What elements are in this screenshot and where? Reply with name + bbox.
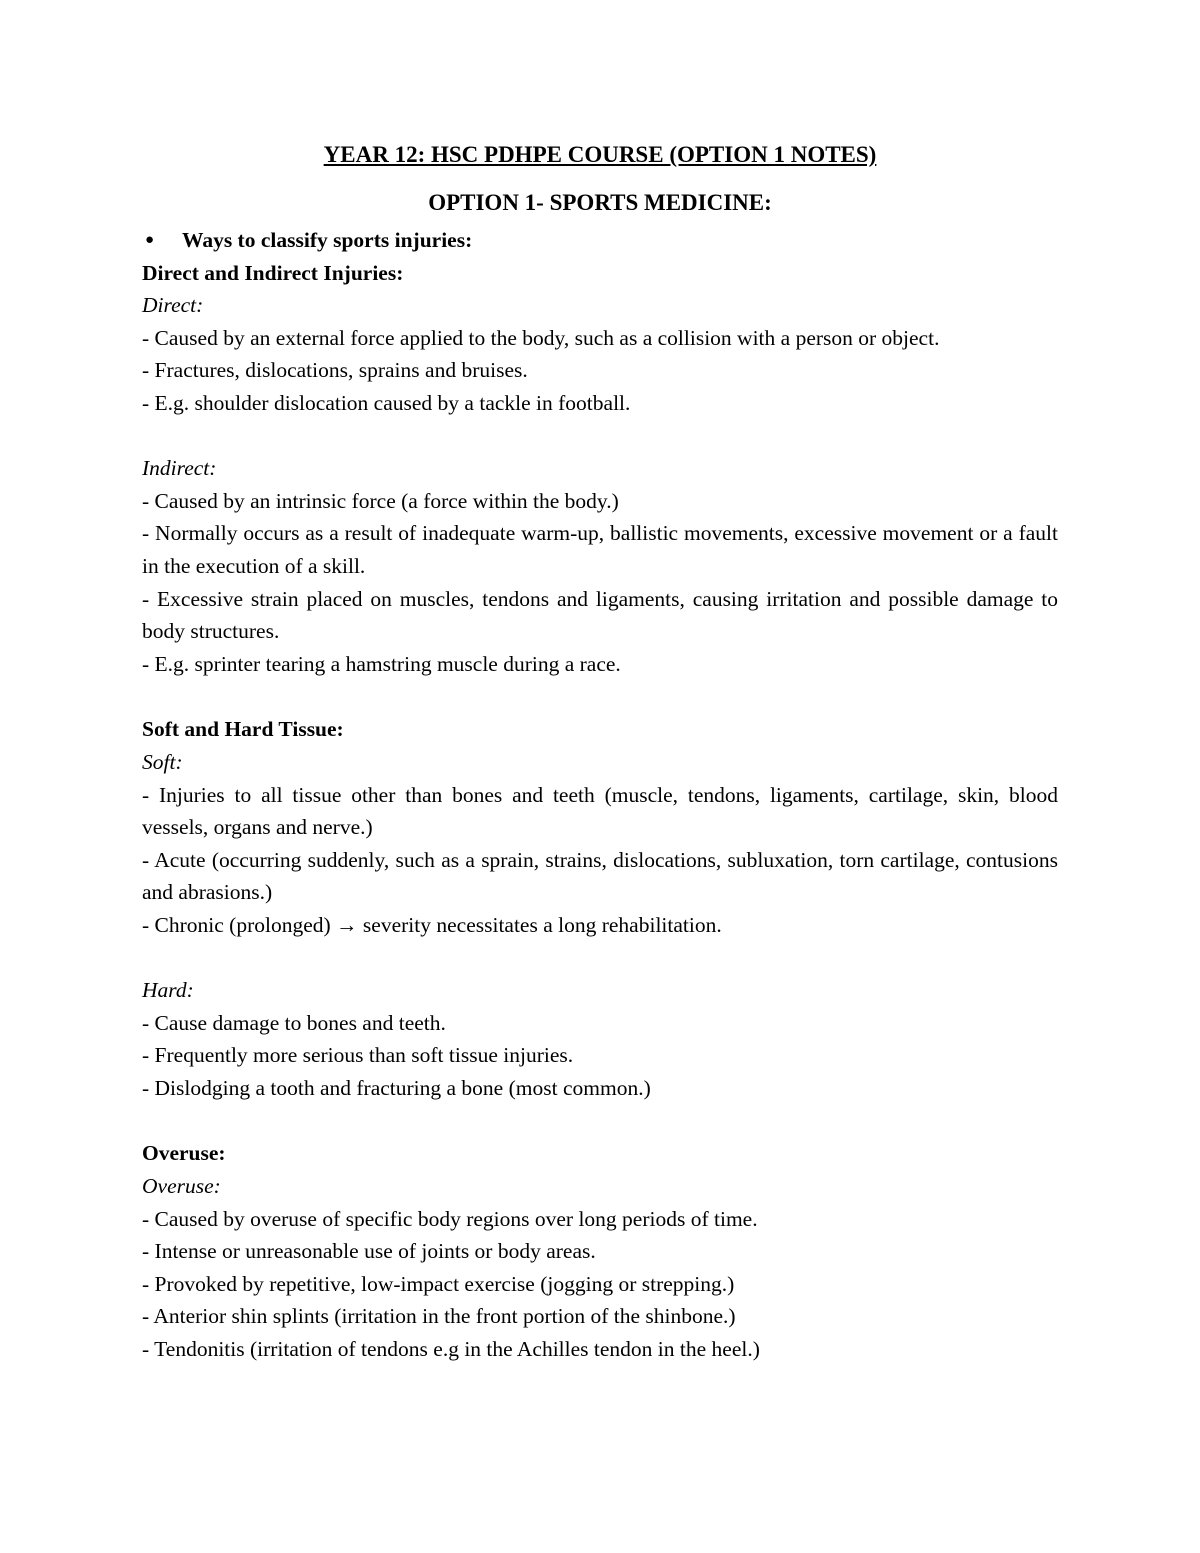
note-line: - Caused by overuse of specific body regions over long periods of time. [142, 1206, 758, 1231]
note-line: - Normally occurs as a result of inadequate warm-up, ballistic movements, excessive movement or a fault in the execution of a skill. [142, 521, 1058, 578]
document-subtitle: OPTION 1- SPORTS MEDICINE: [428, 190, 772, 215]
sub-heading-hard: Hard: [142, 978, 194, 1003]
sub-heading-direct: Direct: [142, 293, 204, 318]
spacer [142, 1104, 1058, 1137]
spacer [142, 680, 1058, 713]
section-heading-direct-indirect: Direct and Indirect Injuries: [142, 260, 404, 285]
note-line: - Excessive strain placed on muscles, tendons and ligaments, causing irritation and possible damage to body structures. [142, 586, 1058, 644]
sub-heading-indirect: Indirect: [142, 456, 217, 481]
note-line: - Tendonitis (irritation of tendons e.g in the Achilles tendon in the heel.) [142, 1337, 760, 1361]
spacer [142, 420, 1058, 453]
sub-heading-soft: Soft: [142, 749, 183, 774]
spacer [142, 941, 1058, 974]
note-line: - Anterior shin splints (irritation in the front portion of the shinbone.) [142, 1304, 736, 1329]
section-heading-overuse: Overuse: [142, 1141, 226, 1166]
sub-heading-overuse: Overuse: [142, 1174, 221, 1199]
bullet-icon: ● [145, 232, 155, 248]
note-line: - Frequently more serious than soft tissue injuries. [142, 1043, 574, 1068]
document-page [142, 138, 1058, 1366]
note-line: - Intense or unreasonable use of joints or body areas. [142, 1239, 596, 1264]
note-line: - Provoked by repetitive, low-impact exercise (jogging or strepping.) [142, 1271, 735, 1296]
note-line: - Caused by an external force applied to the body, such as a collision with a person or object. [142, 325, 940, 350]
note-line: - E.g. shoulder dislocation caused by a tackle in football. [142, 390, 631, 415]
note-line: - Cause damage to bones and teeth. [142, 1010, 446, 1035]
bullet-heading-text: Ways to classify sports injuries: [182, 228, 473, 252]
note-line: - Fractures, dislocations, sprains and bruises. [142, 358, 528, 383]
note-line: - E.g. sprinter tearing a hamstring muscle during a race. [142, 651, 621, 676]
note-line: - Injuries to all tissue other than bones and teeth (muscle, tendons, ligaments, cartilage, skin, blood vessels, organs and nerve.) [142, 782, 1058, 840]
section-heading-soft-hard: Soft and Hard Tissue: [142, 717, 344, 742]
note-line: - Caused by an intrinsic force (a force within the body.) [142, 488, 619, 513]
bullet-item [142, 224, 1058, 257]
document-title: YEAR 12: HSC PDHPE COURSE (OPTION 1 NOTES) [323, 142, 877, 167]
note-line: - Dislodging a tooth and fracturing a bone (most common.) [142, 1075, 651, 1100]
note-line: - Chronic (prolonged) → severity necessitates a long rehabilitation. [142, 912, 722, 937]
note-line: - Acute (occurring suddenly, such as a sprain, strains, dislocations, subluxation, torn cartilage, contusions and abrasions.) [142, 847, 1058, 905]
